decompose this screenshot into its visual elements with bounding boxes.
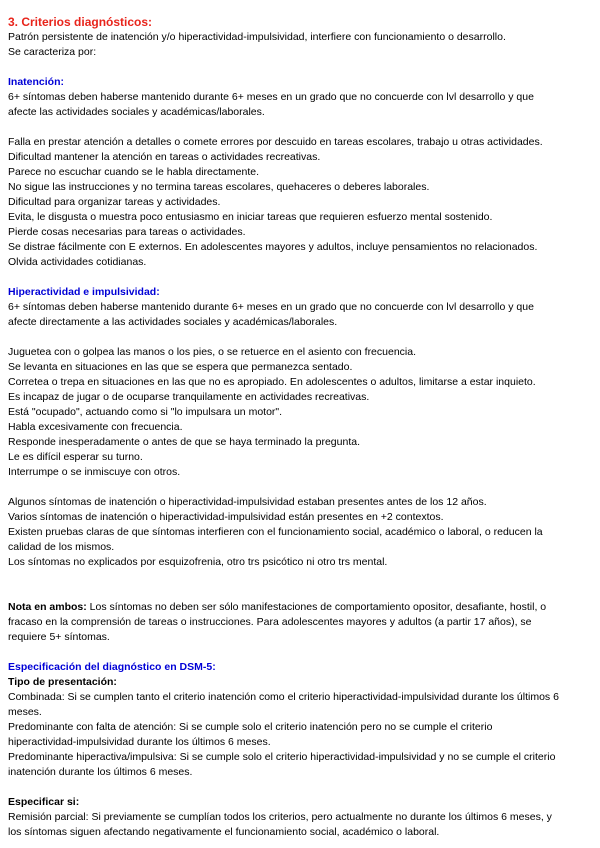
criterio-line: Varios síntomas de inatención o hiperactividad-impulsividad están presentes en +2 contextos. — [8, 511, 444, 523]
especificacion-line: inatención durante los últimos 6 meses. — [8, 766, 193, 778]
list-item: Juguetea con o golpea las manos o los pies, o se retuerce en el asiento con frecuencia. — [8, 346, 417, 358]
hiperactividad-section — [8, 285, 592, 480]
list-item: Parece no escuchar cuando se le habla directamente. — [8, 166, 259, 178]
especificacion-line: hiperactividad-impulsividad durante los últimos 6 meses. — [8, 736, 271, 748]
list-item: Olvida actividades cotidianas. — [8, 256, 147, 268]
spacer — [8, 120, 592, 135]
nota-text: Los síntomas no deben ser sólo manifestaciones de comportamiento opositor, desafiante, hostil, o — [86, 601, 547, 613]
especificacion-line: Predominante con falta de atención: Si se cumple solo el criterio inatención pero no se cumple el criterio — [8, 721, 493, 733]
spacer — [8, 780, 592, 795]
especificar-line: los síntomas siguen afectando negativamente el funcionamiento social, académico o laboral. — [8, 826, 440, 838]
especificacion-section — [8, 660, 592, 780]
spacer — [8, 570, 592, 600]
inatencion-section — [8, 75, 592, 270]
especificar-heading: Especificar si: — [8, 796, 80, 808]
nota-line: requiere 5+ síntomas. — [8, 631, 110, 643]
criterio-line: Algunos síntomas de inatención o hiperactividad-impulsividad estaban presentes antes de los 12 años. — [8, 496, 487, 508]
hiperactividad-desc: 6+ síntomas deben haberse mantenido durante 6+ meses en un grado que no concuerde con lvl desarrollo y que — [8, 301, 534, 313]
especificacion-line: Combinada: Si se cumplen tanto el criterio inatención como el criterio hiperactividad-impulsividad durante los últimos 6 — [8, 691, 559, 703]
inatencion-heading: Inatención: — [8, 76, 65, 88]
list-item: Está "ocupado", actuando como si "lo impulsara un motor". — [8, 406, 283, 418]
hiperactividad-heading: Hiperactividad e impulsividad: — [8, 286, 160, 298]
spacer — [8, 645, 592, 660]
spacer — [8, 480, 592, 495]
hiperactividad-desc: afecte directamente a las actividades sociales y académicas/laborales. — [8, 316, 338, 328]
list-item: Falla en prestar atención a detalles o comete errores por descuido en tareas escolares, trabajo u otras actividades. — [8, 136, 543, 148]
nota-line — [8, 600, 592, 615]
spacer — [8, 60, 592, 75]
intro-line: Patrón persistente de inatención y/o hiperactividad-impulsividad, interfiere con funcionamiento o desarrollo. — [8, 31, 506, 43]
criterios-extra-section — [8, 495, 592, 570]
especificacion-line: meses. — [8, 706, 42, 718]
nota-section — [8, 600, 592, 645]
list-item: No sigue las instrucciones y no termina tareas escolares, quehaceres o deberes laborales. — [8, 181, 430, 193]
spacer — [8, 270, 592, 285]
inatencion-list — [8, 135, 592, 270]
especificacion-heading: Especificación del diagnóstico en DSM-5: — [8, 661, 216, 673]
hiperactividad-list — [8, 345, 592, 480]
list-item: Dificultad para organizar tareas y actividades. — [8, 196, 221, 208]
list-item: Dificultad mantener la atención en tareas o actividades recreativas. — [8, 151, 321, 163]
nota-line: fracaso en la comprensión de tareas o instrucciones. Para adolescentes mayores y adultos (a partir 17 años), se — [8, 616, 532, 628]
spacer — [8, 330, 592, 345]
list-item: Se levanta en situaciones en las que se espera que permanezca sentado. — [8, 361, 353, 373]
especificar-section — [8, 795, 592, 840]
list-item: Interrumpe o se inmiscuye con otros. — [8, 466, 181, 478]
list-item: Evita, le disgusta o muestra poco entusiasmo en iniciar tareas que requieren esfuerzo mental sostenido. — [8, 211, 493, 223]
inatencion-desc: 6+ síntomas deben haberse mantenido durante 6+ meses en un grado que no concuerde con lvl desarrollo y que — [8, 91, 534, 103]
list-item: Responde inesperadamente o antes de que se haya terminado la pregunta. — [8, 436, 360, 448]
intro-line: Se caracteriza por: — [8, 46, 97, 58]
criterio-line: Existen pruebas claras de que síntomas interfieren con el funcionamiento social, académico o laboral, o reducen la — [8, 526, 543, 538]
list-item: Corretea o trepa en situaciones en las que no es apropiado. En adolescentes o adultos, limitarse a estar inquieto. — [8, 376, 536, 388]
especificacion-line: Predominante hiperactiva/impulsiva: Si se cumple solo el criterio hiperactividad-impulsividad y no se cumple el criterio — [8, 751, 556, 763]
list-item: Habla excesivamente con frecuencia. — [8, 421, 183, 433]
criterio-line: calidad de los mismos. — [8, 541, 115, 553]
list-item: Se distrae fácilmente con E externos. En adolescentes mayores y adultos, incluye pensamientos no relacionados. — [8, 241, 538, 253]
tipo-presentacion-heading: Tipo de presentación: — [8, 676, 117, 688]
criterio-line: Los síntomas no explicados por esquizofrenia, otro trs psicótico ni otro trs mental. — [8, 556, 388, 568]
list-item: Pierde cosas necesarias para tareas o actividades. — [8, 226, 246, 238]
list-item: Le es difícil esperar su turno. — [8, 451, 143, 463]
inatencion-desc: afecte las actividades sociales y académicas/laborales. — [8, 106, 265, 118]
list-item: Es incapaz de jugar o de ocuparse tranquilamente en actividades recreativas. — [8, 391, 370, 403]
nota-label: Nota en ambos: — [8, 601, 87, 613]
document-title: 3. Criterios diagnósticos: — [8, 15, 153, 29]
especificar-line: Remisión parcial: Si previamente se cumplían todos los criterios, pero actualmente no durante los últimos 6 meses, y — [8, 811, 552, 823]
